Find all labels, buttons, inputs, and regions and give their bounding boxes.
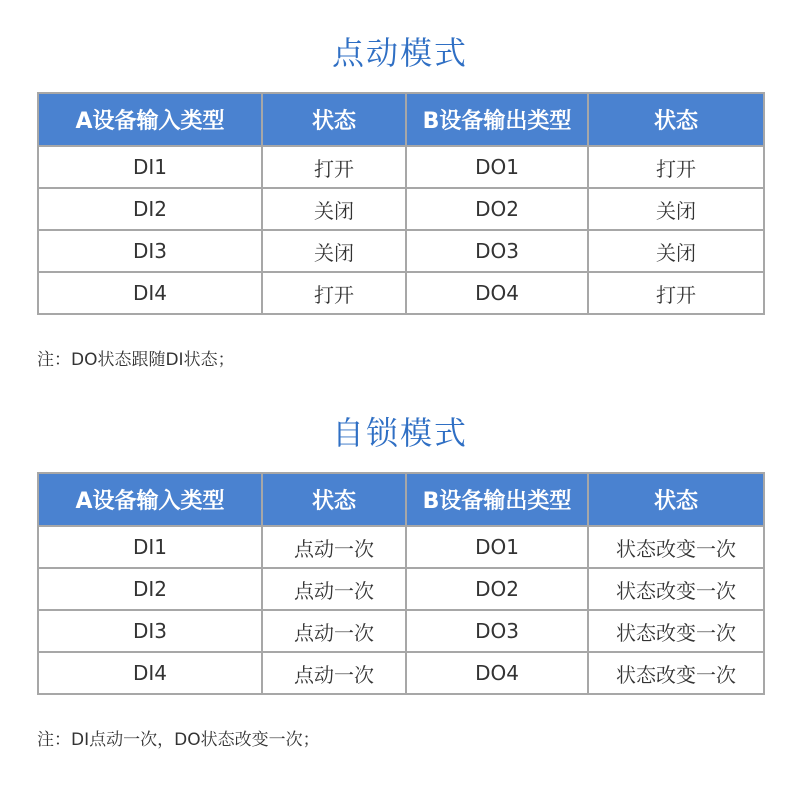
cell-output: DO1 <box>406 526 588 568</box>
cell-input-status: 关闭 <box>262 230 406 272</box>
cell-input: DI4 <box>38 272 262 314</box>
latch-mode-table <box>37 472 765 695</box>
jog-mode-title: 点动模式 <box>331 34 468 72</box>
cell-output: DO4 <box>406 652 588 694</box>
cell-input-status: 关闭 <box>262 188 406 230</box>
cell-output-status: 打开 <box>588 146 764 188</box>
cell-input: DI4 <box>38 652 262 694</box>
cell-input-status: 点动一次 <box>262 568 406 610</box>
cell-output: DO3 <box>406 610 588 652</box>
cell-output: DO3 <box>406 230 588 272</box>
header-b-output-type: B设备输出类型 <box>406 93 588 146</box>
header-b-status: 状态 <box>588 473 764 526</box>
jog-mode-table <box>37 92 765 315</box>
header-a-status: 状态 <box>262 473 406 526</box>
header-a-input-type: A设备输入类型 <box>38 473 262 526</box>
jog-mode-note: 注：DO状态跟随DI状态； <box>37 350 235 370</box>
table-row <box>38 272 764 314</box>
header-b-output-type: B设备输出类型 <box>406 473 588 526</box>
cell-output-status: 状态改变一次 <box>588 526 764 568</box>
cell-input-status: 打开 <box>262 272 406 314</box>
cell-output: DO4 <box>406 272 588 314</box>
latch-mode-title: 自锁模式 <box>331 414 468 452</box>
table-header-row <box>38 473 764 526</box>
cell-output-status: 状态改变一次 <box>588 652 764 694</box>
cell-input: DI3 <box>38 230 262 272</box>
table-row <box>38 230 764 272</box>
table-row <box>38 610 764 652</box>
cell-input-status: 点动一次 <box>262 526 406 568</box>
table-row <box>38 568 764 610</box>
cell-output: DO2 <box>406 568 588 610</box>
cell-input-status: 点动一次 <box>262 652 406 694</box>
cell-output: DO2 <box>406 188 588 230</box>
cell-output-status: 关闭 <box>588 188 764 230</box>
cell-input-status: 点动一次 <box>262 610 406 652</box>
header-b-status: 状态 <box>588 93 764 146</box>
cell-output-status: 状态改变一次 <box>588 568 764 610</box>
table-row <box>38 652 764 694</box>
table-row <box>38 146 764 188</box>
cell-output: DO1 <box>406 146 588 188</box>
cell-input: DI2 <box>38 188 262 230</box>
header-a-input-type: A设备输入类型 <box>38 93 262 146</box>
cell-output-status: 关闭 <box>588 230 764 272</box>
header-a-status: 状态 <box>262 93 406 146</box>
cell-input-status: 打开 <box>262 146 406 188</box>
cell-input: DI1 <box>38 146 262 188</box>
table-row <box>38 526 764 568</box>
latch-mode-note: 注：DI点动一次，DO状态改变一次； <box>37 730 320 750</box>
cell-output-status: 状态改变一次 <box>588 610 764 652</box>
table-row <box>38 188 764 230</box>
cell-input: DI3 <box>38 610 262 652</box>
cell-input: DI1 <box>38 526 262 568</box>
cell-output-status: 打开 <box>588 272 764 314</box>
cell-input: DI2 <box>38 568 262 610</box>
table-header-row <box>38 93 764 146</box>
